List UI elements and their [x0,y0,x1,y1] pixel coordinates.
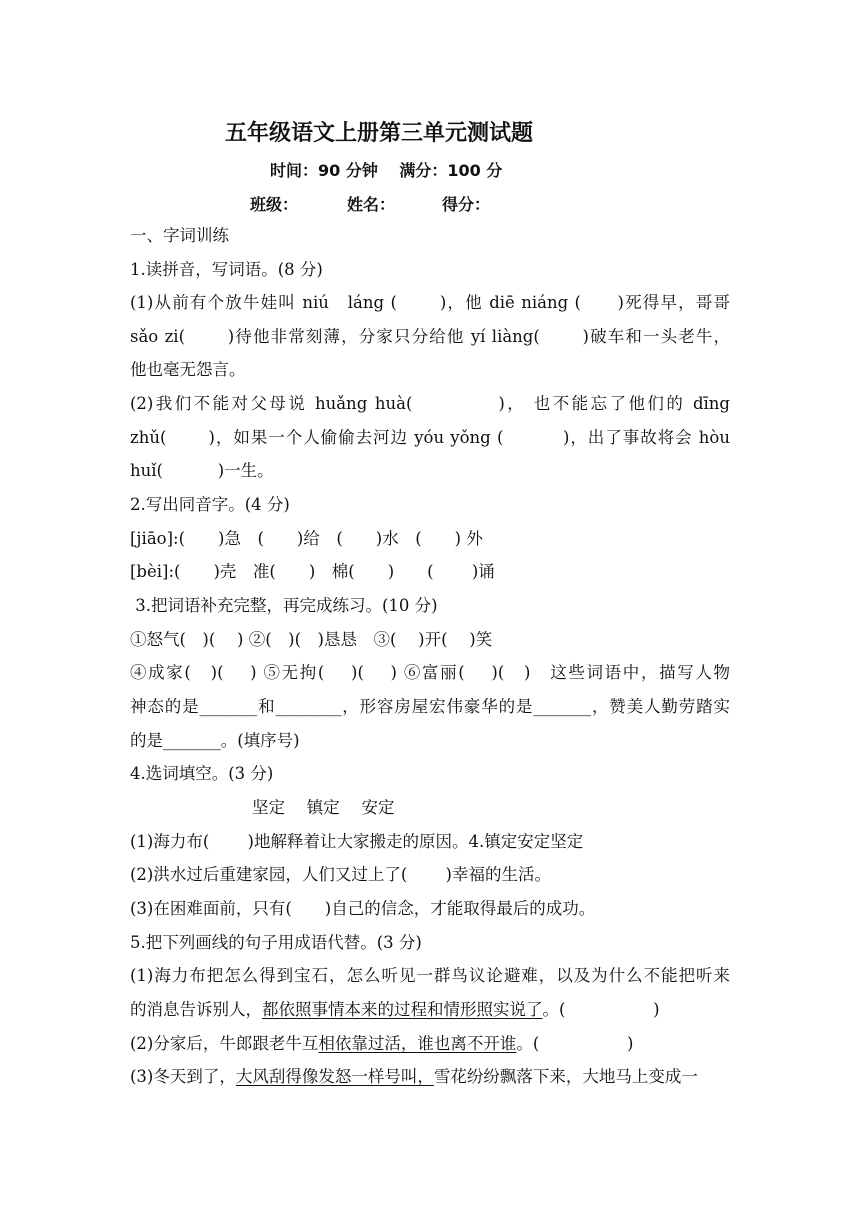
underlined-sentence: 相依靠过活，谁也离不开谁 [318,1034,517,1053]
question-line: (1)从前有个放牛娃叫 niú láng ( )，他 diē niáng ( )死得早，哥哥 [130,293,730,312]
question-line: 的是_______。(填序号) [130,731,300,750]
underlined-sentence: 都依照事情本来的过程和情形照实说了 [262,1000,543,1019]
name-label: 姓名： [347,195,396,214]
question-line: 他也毫无怨言。 [130,360,246,379]
question-heading: 5.把下列画线的句子用成语代替。(3 分) [130,933,422,952]
question-heading: 4.选词填空。(3 分) [130,764,274,783]
question-heading: 1.读拼音，写词语。(8 分) [130,260,323,279]
question-line [130,1034,634,1054]
answer-blank: 。( ) [516,1034,634,1053]
score-label: 得分： [442,195,491,214]
question-line: ④成家( )( ) ⑤无拘( )( ) ⑥富丽( )( ) 这些词语中，描写人物 [130,663,730,682]
question-line: zhǔ( )，如果一个人偷偷去河边 yóu yǒng ( )，出了事故将会 hòu [130,428,730,447]
question-line: [jiāo]:( )急 ( )给 ( )水 ( ) 外 [130,529,483,548]
time-score-info: 时间：90 分钟 满分：100 分 [270,161,503,180]
question-heading: 3.把词语补充完整，再完成练习。(10 分) [130,596,438,615]
word-choices: 坚定 镇定 安定 [252,798,395,817]
question-line: (2)我们不能对父母说 huǎng huà( )， 也不能忘了他们的 dīng [130,394,730,413]
answer-blank: 。( ) [542,1000,660,1019]
page-title: 五年级语文上册第三单元测试题 [225,121,534,146]
question-line: huǐ( )一生。 [130,461,274,480]
underlined-sentence: 大风刮得像发怒一样号叫， [235,1067,434,1086]
sentence-text: 的消息告诉别人， [130,1000,262,1019]
sentence-text: (3)冬天到了， [130,1067,236,1086]
question-line: sǎo zi( )待他非常刻薄，分家只分给他 yí liàng( )破车和一头老牛， [130,327,730,346]
question-line: (2)洪水过后重建家园，人们又过上了( )幸福的生活。 [130,865,551,884]
question-line: (3)在困难面前，只有( )自己的信念，才能取得最后的成功。 [130,899,596,918]
question-heading: 2.写出同音字。(4 分) [130,495,290,514]
question-line [130,1000,660,1020]
question-line: (1)海力布把怎么得到宝石，怎么听见一群鸟议论避难，以及为什么不能把听来 [130,966,730,985]
class-label: 班级： [250,195,299,214]
question-line: (1)海力布( )地解释着让大家搬走的原因。4.镇定安定坚定 [130,832,584,851]
question-line: 神态的是_______和________，形容房屋宏伟豪华的是_______，赞美人勤劳踏实 [130,697,730,716]
section-heading: 一、字词训练 [130,226,229,245]
question-line [130,1067,698,1087]
sentence-text: (2)分家后，牛郎跟老牛互 [130,1034,319,1053]
question-line: [bèi]:( )壳 准( ) 棉( ) ( )诵 [130,562,495,581]
sentence-text: 雪花纷纷飘落下来，大地马上变成一 [433,1067,698,1086]
question-line: ①怒气( )( ) ②( )( )恳恳 ③( )开( )笑 [130,630,493,649]
